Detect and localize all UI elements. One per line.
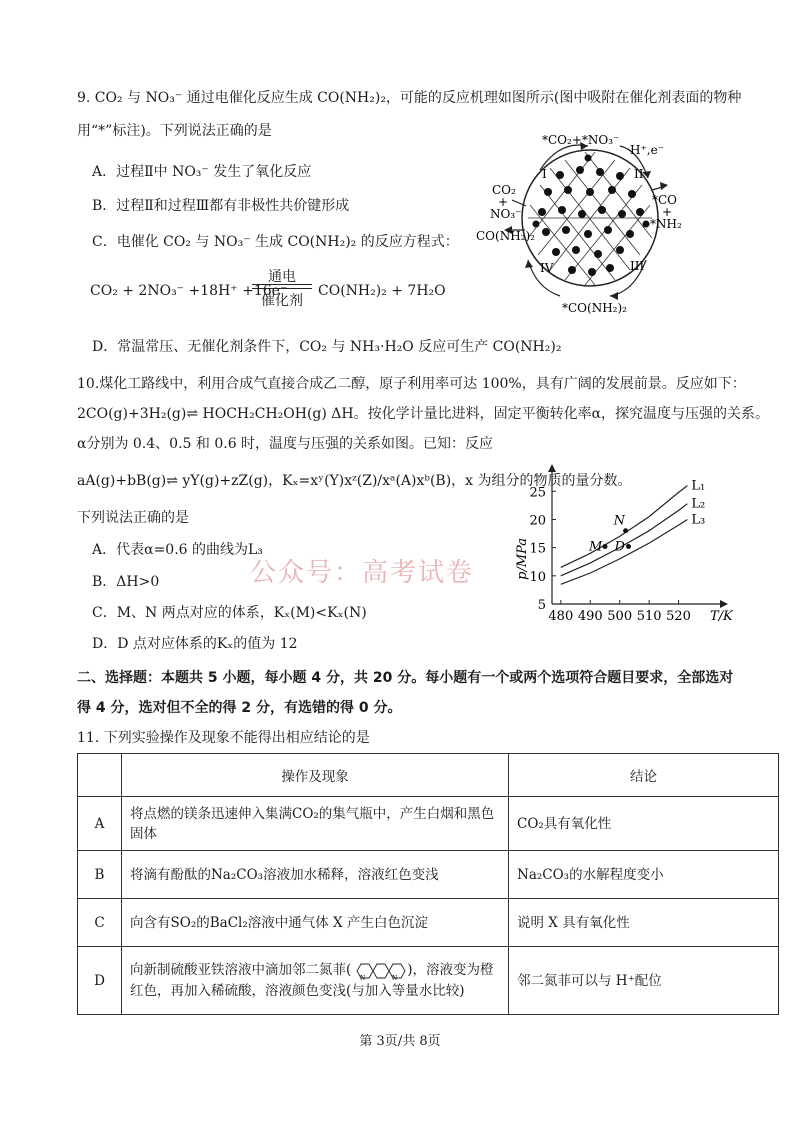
q10-chart (508, 462, 740, 632)
q9-option-c: C．电催化 CO₂ 与 NO₃⁻ 生成 CO(NH₂)₂ 的反应方程式： (92, 234, 459, 250)
x-axis-arrowhead (720, 600, 728, 608)
diagram-label-left-no3: NO₃⁻ (490, 207, 522, 221)
q10-line3: α分别为 0.4、0.5 和 0.6 时，温度与压强的关系如图。已知：反应 (77, 436, 494, 452)
y-tick-label: 25 (529, 485, 546, 501)
series-label: L₁ (691, 478, 706, 494)
x-tick-label: 480 (548, 609, 574, 624)
row-conclusion: 说明 X 具有氧化性 (509, 899, 779, 947)
diagram-label-left-plus: + (498, 195, 509, 209)
q9-stem-line2: 用“*”标注)。下列说法正确的是 (77, 123, 272, 139)
y-axis-label: p/MPa (515, 537, 530, 580)
diagram-label-top: *CO₂+*NO₃⁻ (542, 133, 620, 147)
series-label: L₂ (691, 496, 706, 512)
q10-option-c: C．M、N 两点对应的体系，Kₓ(M)<Kₓ(N) (92, 605, 367, 621)
x-tick-label: 520 (666, 609, 691, 624)
q9-option-b: B．过程Ⅱ和过程Ⅲ都有非极性共价键形成 (92, 198, 350, 214)
table-row (78, 851, 779, 899)
diagram-label-h-e: H⁺,e⁻ (630, 143, 665, 157)
q10-line1: 10.煤化工路线中，利用合成气直接合成乙二醇，原子利用率可达 100%，具有广阔的发展前景。反应如下： (77, 376, 746, 392)
series-label: L₃ (691, 512, 706, 528)
y-tick-label: 20 (529, 513, 546, 529)
data-point-label: D (614, 539, 625, 555)
data-point-label: M (588, 539, 603, 555)
row-letter: A (78, 797, 122, 851)
x-tick-label: 490 (577, 609, 603, 624)
diagram-roman-4: IV (540, 261, 554, 275)
q11-table (77, 753, 779, 1015)
row-operation-part2: )，溶液变为橙红色，再加入稀硫酸，溶液颜色变浅(与加入等量水比较) (130, 962, 494, 999)
q10-option-a: A．代表α=0.6 的曲线为L₃ (92, 542, 263, 558)
diagram-label-right-nh2: *NH₂ (650, 217, 682, 231)
page-footer: 第 3页/共 8页 (359, 1034, 441, 1049)
q9-mechanism-diagram (470, 120, 720, 320)
x-tick-label: 500 (607, 609, 633, 624)
row-letter: D (78, 947, 122, 1015)
header-conclusion: 结论 (509, 754, 779, 797)
q9-equation-left: CO₂ + 2NO₃⁻ +18H⁺ +16e⁻ (90, 283, 288, 299)
q11-stem: 11. 下列实验操作及现象不能得出相应结论的是 (77, 730, 370, 746)
svg-text:N: N (392, 974, 398, 981)
x-axis-label: T/K (710, 609, 733, 624)
diagram-roman-2: II (634, 167, 644, 181)
table-row (78, 899, 779, 947)
row-conclusion: CO₂具有氧化性 (509, 797, 779, 851)
y-tick-label: 10 (529, 569, 546, 585)
row-operation: 向含有SO₂的BaCl₂溶液中通气体 X 产生白色沉淀 (122, 899, 509, 947)
table-header-row (78, 754, 779, 797)
row-conclusion: Na₂CO₃的水解程度变小 (509, 851, 779, 899)
section2-line2: 得 4 分，选对但不全的得 2 分，有选错的得 0 分。 (77, 700, 402, 716)
row-operation-part1: 向新制硫酸亚铁溶液中滴加邻二氮菲( (130, 962, 352, 979)
q9-stem-line1: 9. CO₂ 与 NO₃⁻ 通过电催化反应生成 CO(NH₂)₂，可能的反应机理如图所示(图中吸附在催化剂表面的物种 (77, 90, 742, 106)
q10-line2: 2CO(g)+3H₂(g)⇌ HOCH₂CH₂OH(g) ΔH。按化学计量比进料，固定平衡转化率α，探究温度与压强的关系。 (77, 406, 770, 422)
row-operation: 将点燃的镁条迅速伸入集满CO₂的集气瓶中，产生白烟和黑色固体 (122, 797, 509, 851)
row-operation: 将滴有酚酞的Na₂CO₃溶液加水稀释，溶液红色变浅 (122, 851, 509, 899)
svg-text:N: N (360, 974, 366, 981)
diagram-label-bottom: *CO(NH₂)₂ (562, 301, 627, 315)
diagram-label-right-plus: + (662, 205, 673, 219)
y-tick-label: 5 (537, 598, 546, 613)
diagram-label-left-co2: CO₂ (492, 183, 516, 197)
y-axis-arrowhead (548, 464, 556, 472)
q9-equation-condition-top: 通电 (268, 269, 296, 285)
x-tick-label: 510 (636, 609, 662, 624)
header-operation: 操作及现象 (122, 754, 509, 797)
data-point (602, 544, 607, 549)
q10-line5: 下列说法正确的是 (77, 510, 189, 526)
watermark: 公众号：高考试卷 (250, 558, 475, 588)
diagram-label-right-co: *CO (652, 193, 678, 207)
header-letter (78, 754, 122, 797)
row-operation (122, 947, 509, 1015)
q9-equation-condition-bottom: 催化剂 (261, 293, 303, 309)
diagram-label-left-urea: CO(NH₂)₂ (476, 229, 535, 243)
section2-line1: 二、选择题：本题共 5 小题，每小题 4 分，共 20 分。每小题有一个或两个选项符合题目要求，全部选对 (77, 670, 734, 686)
phenanthroline-structure-icon (351, 961, 407, 981)
diagram-roman-1: I (542, 167, 547, 181)
row-conclusion: 邻二氮菲可以与 H⁺配位 (509, 947, 779, 1015)
q10-line4: aA(g)+bB(g)⇌ yY(g)+zZ(g)，Kₓ=xʸ(Y)xᶻ(Z)/xᵃ(A)xᵇ(B)，x 为组分的物质的量分数。 (77, 473, 632, 489)
row-letter: C (78, 899, 122, 947)
q9-equation-right: CO(NH₂)₂ + 7H₂O (318, 283, 446, 299)
q10-option-d: D．D 点对应体系的Kₓ的值为 12 (92, 636, 298, 652)
data-point (623, 528, 628, 533)
table-row (78, 797, 779, 851)
q10-option-b: B．ΔH>0 (92, 574, 160, 590)
diagram-roman-3: III (630, 259, 645, 273)
q9-equation-arrow (252, 284, 312, 289)
cycle-arrowheads (504, 142, 668, 300)
q9-option-a: A．过程Ⅱ中 NO₃⁻ 发生了氧化反应 (92, 164, 312, 180)
row-letter: B (78, 851, 122, 899)
q9-option-d: D．常温常压、无催化剂条件下，CO₂ 与 NH₃·H₂O 反应可生产 CO(NH₂)₂ (92, 339, 562, 355)
data-point (626, 544, 631, 549)
y-tick-label: 15 (529, 541, 546, 557)
catalyst-atoms (533, 155, 650, 277)
table-row (78, 947, 779, 1015)
data-point-label: N (613, 513, 625, 529)
